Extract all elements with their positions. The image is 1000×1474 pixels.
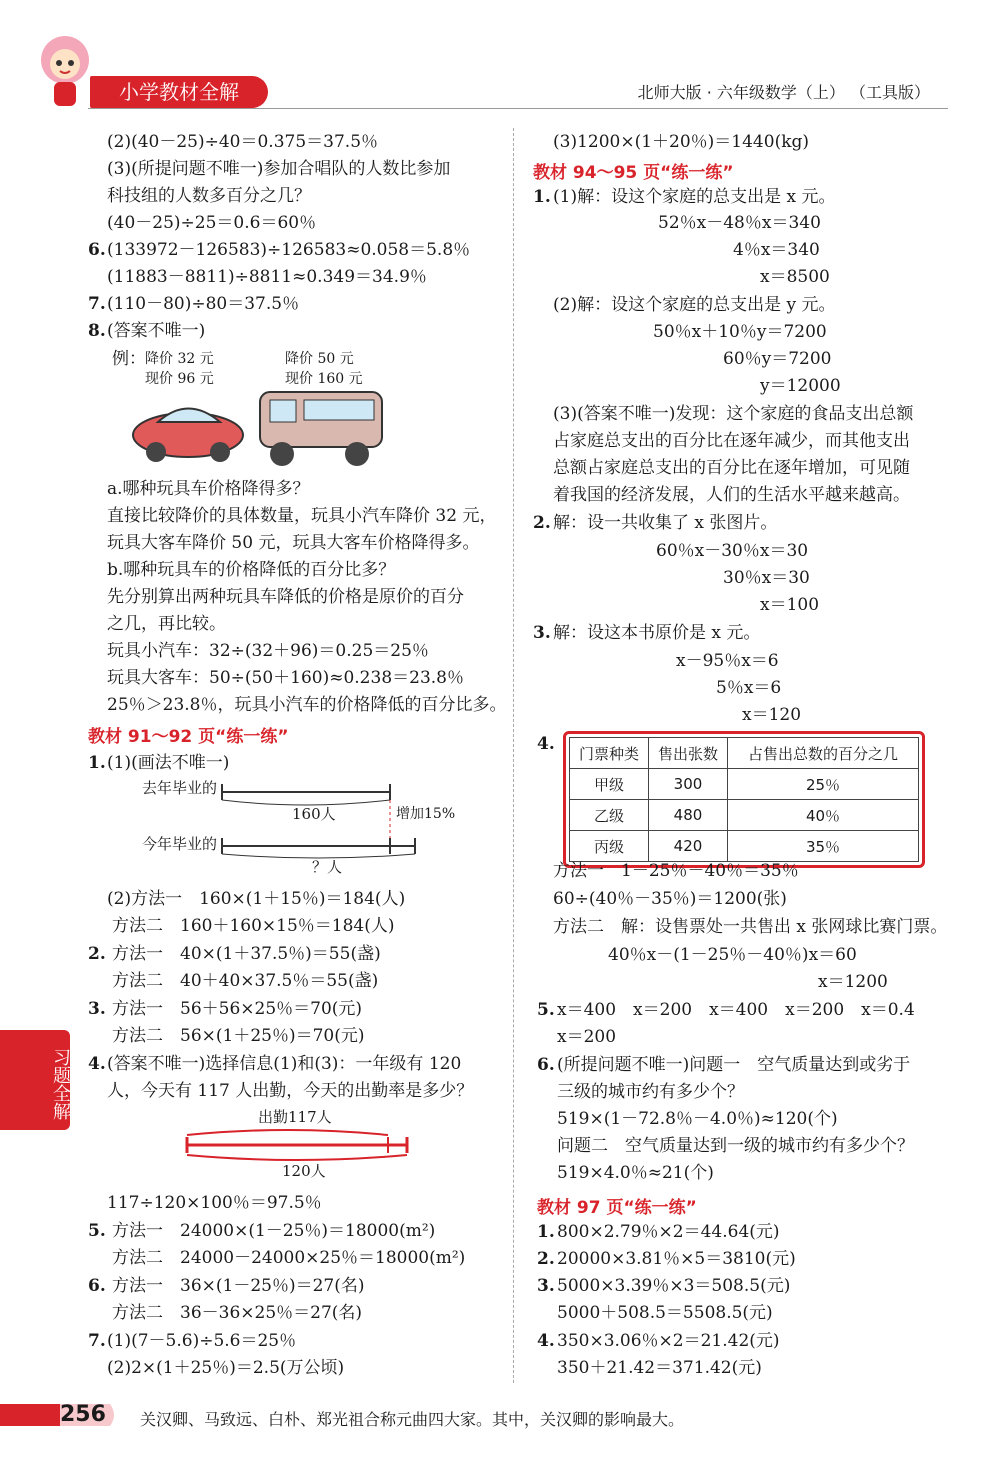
table-cell: 480 bbox=[649, 800, 728, 831]
equation: 30％x＝30 bbox=[723, 568, 810, 588]
text-line: 总额占家庭总支出的百分比在逐年增加，可见随 bbox=[553, 458, 910, 478]
text-line: a.哪种玩具车价格降得多？ bbox=[107, 479, 310, 499]
text-line: 方法一 1－25％－40％＝35％ bbox=[553, 861, 799, 881]
text-line: 人，今天有 117 人出勤，今天的出勤率是多少？ bbox=[107, 1081, 474, 1101]
equation: 52％x－48％x＝340 bbox=[658, 213, 821, 233]
equation: 50％x＋10％y＝7200 bbox=[653, 322, 827, 342]
text-line: (3)(所提问题不唯一)参加合唱队的人数比参加 bbox=[107, 159, 451, 179]
table-header: 售出张数 bbox=[649, 738, 728, 769]
text-line: 5000×3.39％×3＝508.5(元) bbox=[557, 1276, 791, 1296]
item-number: 2. bbox=[537, 1249, 555, 1269]
item-number: 3. bbox=[88, 999, 106, 1019]
car1-now: 现价 96 元 bbox=[145, 371, 214, 387]
equation: x－95％x＝6 bbox=[676, 651, 779, 671]
text-line: 占家庭总支出的百分比在逐年减少，而其他支出 bbox=[553, 431, 910, 451]
toy-bus-image bbox=[252, 382, 387, 472]
table-row bbox=[570, 769, 919, 800]
text-line: 方法二 160＋160×15％＝184(人) bbox=[112, 916, 395, 936]
text-line: (答案不唯一) bbox=[107, 321, 206, 341]
text-line: (1)(7－5.6)÷5.6＝25％ bbox=[107, 1331, 297, 1351]
diagram-label-total: 120人 bbox=[282, 1162, 326, 1180]
text-line: 玩具小汽车：32÷(32＋96)＝0.25＝25％ bbox=[107, 641, 429, 661]
text-line: (3)(答案不唯一)发现：这个家庭的食品支出总额 bbox=[553, 404, 914, 424]
text-line: 三级的城市约有多少个？ bbox=[557, 1082, 744, 1102]
text-line: 方法二 56×(1＋25％)＝70(元) bbox=[112, 1026, 365, 1046]
section-heading: 教材 97 页“练一练” bbox=[537, 1198, 697, 1218]
text-line: 科技组的人数多百分之几？ bbox=[107, 186, 311, 206]
item-number: 3. bbox=[537, 1276, 555, 1296]
text-line: 800×2.79％×2＝44.64(元) bbox=[557, 1222, 780, 1242]
item-number: 6. bbox=[537, 1055, 555, 1075]
equation: 60％x－30％x＝30 bbox=[656, 541, 809, 561]
table-cell: 420 bbox=[649, 831, 728, 862]
equation: x＝1200 bbox=[818, 972, 888, 992]
table-cell: 40％ bbox=[728, 800, 919, 831]
item-number: 1. bbox=[533, 187, 551, 207]
item-number: 4. bbox=[537, 1331, 555, 1351]
text-line: (40－25)÷25＝0.6＝60％ bbox=[107, 213, 317, 233]
equation: y＝12000 bbox=[760, 376, 841, 396]
item-number: 1. bbox=[88, 753, 106, 773]
segment-diagram-2 bbox=[185, 1125, 410, 1165]
text-line: 之几，再比较。 bbox=[107, 614, 226, 634]
equation: x＝100 bbox=[760, 595, 820, 615]
text-line: 直接比较降价的具体数量，玩具小汽车降价 32 元， bbox=[107, 506, 497, 526]
item-number: 6. bbox=[88, 1276, 106, 1296]
text-line: 25％＞23.8％，玩具小汽车的价格降低的百分比多。 bbox=[107, 695, 507, 715]
table-row bbox=[570, 831, 919, 862]
text-line: (2)解：设这个家庭的总支出是 y 元。 bbox=[553, 295, 836, 315]
equation: 5％x＝6 bbox=[716, 678, 782, 698]
text-line: (1)(画法不唯一) bbox=[107, 753, 230, 773]
text-line: 方法二 40＋40×37.5％＝55(盏) bbox=[112, 971, 379, 991]
segment-diagram-1 bbox=[220, 780, 420, 860]
section-heading: 教材 91～92 页“练一练” bbox=[88, 727, 289, 747]
table-cell: 甲级 bbox=[570, 769, 649, 800]
table-header: 占售出总数的百分之几 bbox=[728, 738, 919, 769]
text-line: (133972－126583)÷126583≈0.058＝5.8％ bbox=[107, 240, 471, 260]
table-header: 门票种类 bbox=[570, 738, 649, 769]
text-line: (11883－8811)÷8811≈0.349＝34.9％ bbox=[107, 267, 427, 287]
item-number: 7. bbox=[88, 1331, 106, 1351]
item-number: 6. bbox=[88, 240, 106, 260]
column-divider bbox=[513, 128, 514, 1383]
diagram-label-increase: 增加15% bbox=[396, 806, 456, 822]
text-line: 解：设这本书原价是 x 元。 bbox=[553, 623, 761, 643]
text-line: x＝200 bbox=[557, 1027, 617, 1047]
text-line: 着我国的经济发展，人们的生活水平越来越高。 bbox=[553, 485, 910, 505]
table-cell: 乙级 bbox=[570, 800, 649, 831]
item-number: 5. bbox=[88, 1221, 106, 1241]
text-line: 先分别算出两种玩具车降低的价格是原价的百分 bbox=[107, 587, 464, 607]
toy-car-image bbox=[128, 390, 246, 465]
section-heading: 教材 94～95 页“练一练” bbox=[533, 163, 734, 183]
text-line: 方法二 36－36×25％＝27(名) bbox=[112, 1303, 363, 1323]
text-line: 解：设一共收集了 x 张图片。 bbox=[553, 513, 778, 533]
text-line: (2)(40－25)÷40＝0.375＝37.5％ bbox=[107, 132, 379, 152]
text-line: (110－80)÷80＝37.5％ bbox=[107, 294, 300, 314]
item-number: 4. bbox=[88, 1054, 106, 1074]
edition-label: 北师大版 · 六年级数学（上） （工具版） bbox=[637, 83, 930, 102]
car2-now: 现价 160 元 bbox=[285, 371, 363, 387]
text-line: (2)2×(1＋25％)＝2.5(万公顷) bbox=[107, 1358, 345, 1378]
table-cell: 35％ bbox=[728, 831, 919, 862]
text-line: 60÷(40％－35％)＝1200(张) bbox=[553, 889, 787, 909]
diagram-label-attendance: 出勤117人 bbox=[258, 1108, 332, 1126]
text-line: (2)方法一 160×(1＋15％)＝184(人) bbox=[107, 889, 406, 909]
table-cell: 丙级 bbox=[570, 831, 649, 862]
text-line: (1)解：设这个家庭的总支出是 x 元。 bbox=[553, 187, 836, 207]
text-line: 方法一 36×(1－25％)＝27(名) bbox=[112, 1276, 365, 1296]
item-number: 4. bbox=[537, 734, 555, 754]
table-row bbox=[570, 800, 919, 831]
book-title-banner: 小学教材全解 bbox=[90, 76, 268, 108]
equation: x＝120 bbox=[742, 705, 802, 725]
equation: 60％y＝7200 bbox=[723, 349, 832, 369]
text-line: 玩具大客车降价 50 元，玩具大客车价格降得多。 bbox=[107, 533, 480, 553]
text-line: (答案不唯一)选择信息(1)和(3)：一年级有 120 bbox=[107, 1054, 462, 1074]
item-number: 1. bbox=[537, 1222, 555, 1242]
diagram-label-160: 160人 bbox=[292, 805, 336, 823]
page-number: 256 bbox=[60, 1402, 106, 1427]
equation: x＝8500 bbox=[760, 267, 830, 287]
text-line: 方法一 24000×(1－25％)＝18000(m²) bbox=[112, 1221, 436, 1241]
text-line: 350＋21.42＝371.42(元) bbox=[557, 1358, 762, 1378]
text-line: 方法一 40×(1＋37.5％)＝55(盏) bbox=[112, 944, 381, 964]
item-number: 3. bbox=[533, 623, 551, 643]
table-header-row bbox=[570, 738, 919, 769]
item-number: 8. bbox=[88, 321, 106, 341]
item-number: 5. bbox=[537, 1000, 555, 1020]
text-line: x＝400 x＝200 x＝400 x＝200 x＝0.4 bbox=[557, 1000, 915, 1020]
text-line: 方法二 解：设售票处一共售出 x 张网球比赛门票。 bbox=[553, 917, 948, 937]
table-cell: 25％ bbox=[728, 769, 919, 800]
text-line: 问题二 空气质量达到一级的城市约有多少个？ bbox=[557, 1136, 914, 1156]
text-line: 5000＋508.5＝5508.5(元) bbox=[557, 1303, 773, 1323]
text-line: (所提问题不唯一)问题一 空气质量达到或劣于 bbox=[557, 1055, 911, 1075]
text-line: 350×3.06％×2＝21.42(元) bbox=[557, 1331, 780, 1351]
diagram-label-unknown: ？人 bbox=[312, 858, 343, 876]
diagram-label-last-year: 去年毕业的 bbox=[142, 779, 218, 797]
ticket-table-frame bbox=[563, 731, 925, 868]
ticket-table bbox=[569, 737, 919, 862]
example-label: 例： bbox=[112, 349, 146, 369]
item-number: 2. bbox=[533, 513, 551, 533]
diagram-label-this-year: 今年毕业的 bbox=[142, 835, 218, 853]
car1-drop: 降价 32 元 bbox=[145, 351, 214, 367]
text-line: 117÷120×100％＝97.5％ bbox=[107, 1193, 322, 1213]
table-cell: 300 bbox=[649, 769, 728, 800]
text-line: (3)1200×(1＋20％)＝1440(kg) bbox=[553, 132, 810, 152]
text-line: 519×4.0％≈21(个) bbox=[557, 1163, 714, 1183]
equation: 4％x＝340 bbox=[733, 240, 820, 260]
text-line: 玩具大客车：50÷(50＋160)≈0.238＝23.8％ bbox=[107, 668, 464, 688]
item-number: 2. bbox=[88, 944, 106, 964]
equation: 40％x－(1－25％－40％)x＝60 bbox=[608, 945, 857, 965]
text-line: 方法一 56＋56×25％＝70(元) bbox=[112, 999, 363, 1019]
car2-drop: 降价 50 元 bbox=[285, 351, 354, 367]
text-line: b.哪种玩具车的价格降低的百分比多？ bbox=[107, 560, 396, 580]
footer-note: 关汉卿、马致远、白朴、郑光祖合称元曲四大家。其中，关汉卿的影响最大。 bbox=[140, 1410, 685, 1429]
item-number: 7. bbox=[88, 294, 106, 314]
header-rule bbox=[88, 108, 948, 109]
text-line: 519×(1－72.8％－4.0％)≈120(个) bbox=[557, 1109, 838, 1129]
text-line: 方法二 24000－24000×25％＝18000(m²) bbox=[112, 1248, 466, 1268]
side-tab: 习题全解 bbox=[0, 1030, 70, 1130]
text-line: 20000×3.81％×5＝3810(元) bbox=[557, 1249, 796, 1269]
